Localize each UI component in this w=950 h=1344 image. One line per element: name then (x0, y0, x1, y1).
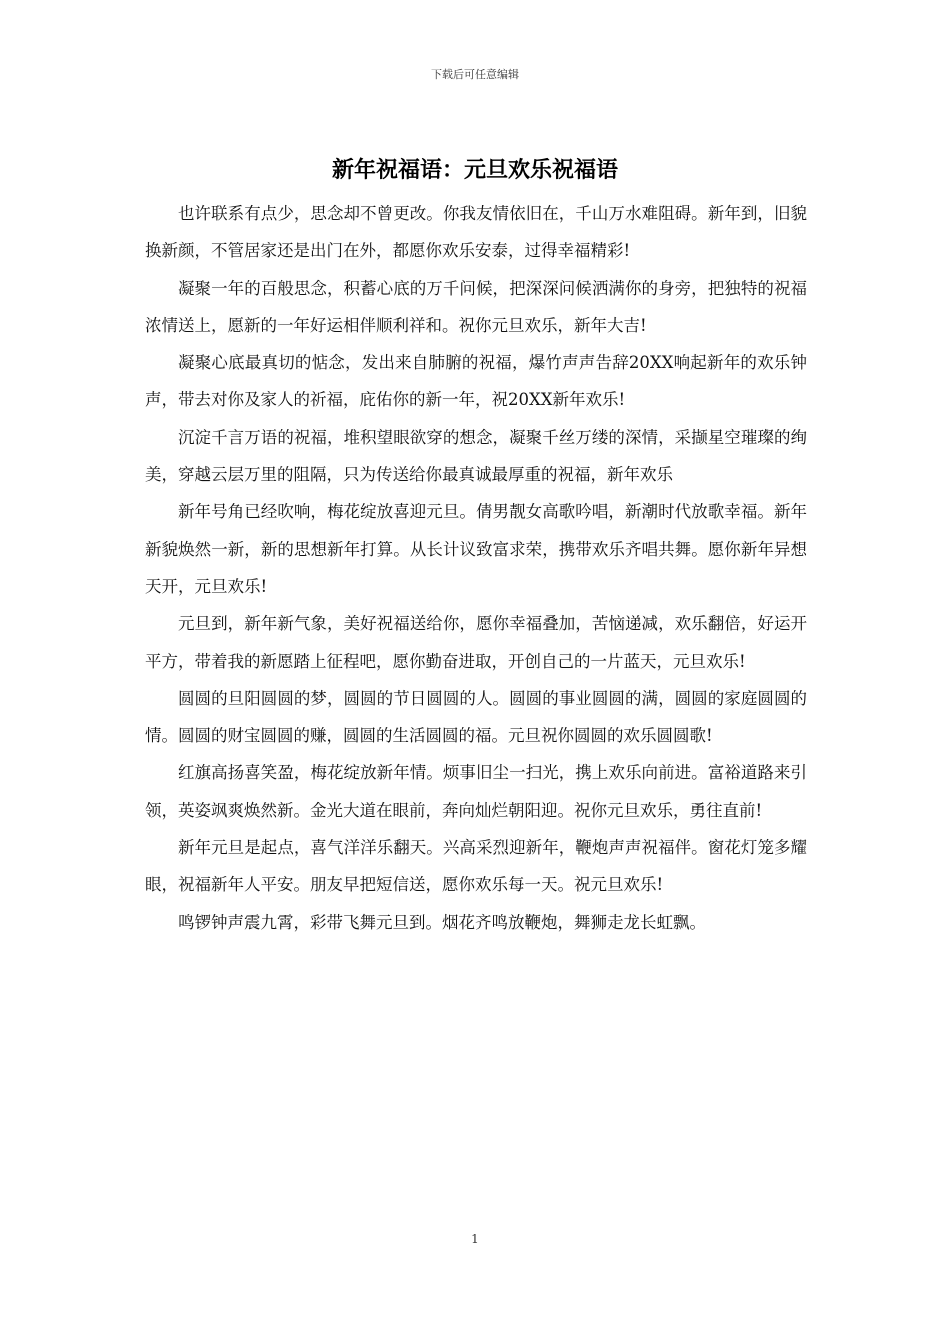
paragraph: 也许联系有点少，思念却不曾更改。你我友情依旧在，千山万水难阻碍。新年到，旧貌换新颜，不管居家还是出门在外，都愿你欢乐安泰，过得幸福精彩! (145, 204, 807, 261)
paragraph: 元旦到，新年新气象，美好祝福送给你，愿你幸福叠加，苦恼递减，欢乐翻倍，好运开平方，带着我的新愿踏上征程吧，愿你勤奋进取，开创自己的一片蓝天，元旦欢乐! (145, 614, 807, 671)
paragraph: 红旗高扬喜笑盈，梅花绽放新年情。烦事旧尘一扫光，携上欢乐向前进。富裕道路来引领，英姿飒爽焕然新。金光大道在眼前，奔向灿烂朝阳迎。祝你元旦欢乐，勇往直前! (145, 763, 807, 820)
paragraph: 新年号角已经吹响，梅花绽放喜迎元旦。倩男靓女高歌吟唱，新潮时代放歌幸福。新年新貌焕然一新，新的思想新年打算。从长计议致富求荣，携带欢乐齐唱共舞。愿你新年异想天开，元旦欢乐! (145, 502, 807, 596)
paragraph: 凝聚一年的百般思念，积蓄心底的万千问候，把深深问候洒满你的身旁，把独特的祝福浓情送上，愿新的一年好运相伴顺利祥和。祝你元旦欢乐，新年大吉! (145, 278, 807, 335)
page-number: 1 (471, 1232, 479, 1246)
paragraph: 凝聚心底最真切的惦念，发出来自肺腑的祝福，爆竹声声告辞20XX响起新年的欢乐钟声，带去对你及家人的祈福，庇佑你的新一年，祝20XX新年欢乐! (145, 353, 807, 410)
paragraph: 新年元旦是起点，喜气洋洋乐翻天。兴高采烈迎新年，鞭炮声声祝福伴。窗花灯笼多耀眼，祝福新年人平安。朋友早把短信送，愿你欢乐每一天。祝元旦欢乐! (145, 838, 807, 895)
document-body (145, 195, 807, 941)
document-title: 新年祝福语：元旦欢乐祝福语 (331, 157, 618, 183)
paragraph: 鸣锣钟声震九霄，彩带飞舞元旦到。烟花齐鸣放鞭炮，舞狮走龙长虹飘。 (178, 912, 706, 932)
paragraph: 圆圆的旦阳圆圆的梦，圆圆的节日圆圆的人。圆圆的事业圆圆的满，圆圆的家庭圆圆的情。圆圆的财宝圆圆的赚，圆圆的生活圆圆的福。元旦祝你圆圆的欢乐圆圆歌! (145, 688, 807, 746)
page-header: 下载后可任意编辑 (431, 68, 519, 81)
paragraph: 沉淀千言万语的祝福，堆积望眼欲穿的想念，凝聚千丝万缕的深情，采撷星空璀璨的绚美，穿越云层万里的阻隔，只为传送给你最真诚最厚重的祝福，新年欢乐 (145, 427, 807, 485)
